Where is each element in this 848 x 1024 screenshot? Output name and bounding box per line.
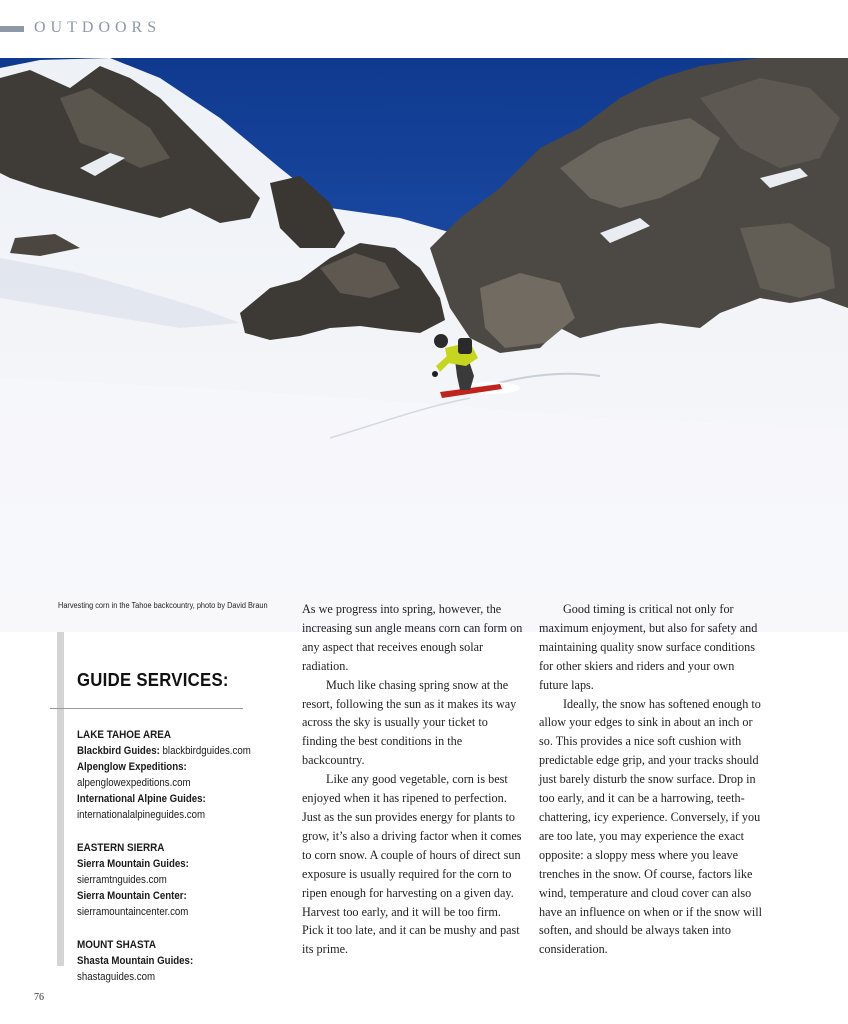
guide-name: Sierra Mountain Center: [77,890,187,902]
guide-name: Alpenglow Expeditions: [77,761,187,773]
hero-photo [0,58,848,632]
guide-services-divider [50,708,243,709]
sidebar-accent-rule [57,632,64,966]
article-paragraph: As we progress into spring, however, the increasing sun angle means corn can form on any aspect that receives enough solar radiation. [302,602,523,673]
guide-services-title: GUIDE SERVICES: [77,670,229,690]
guide-entry [77,759,271,791]
guide-entry [77,856,271,888]
article-paragraph: Good timing is critical not only for maximum enjoyment, but also for safety and maintaining quality snow surface conditions for other skiers and riders and your own future laps. [539,602,758,692]
guide-entry [77,791,271,823]
region-mount-shasta [77,937,297,985]
region-name: MOUNT SHASTA [77,939,157,951]
guide-name: Sierra Mountain Guides: [77,858,189,870]
article-column-1 [302,600,524,959]
guide-services-list [77,727,297,1002]
guide-url[interactable]: alpenglowexpeditions.com [77,777,191,789]
guide-url[interactable]: sierramountaincenter.com [77,906,189,918]
region-name: EASTERN SIERRA [77,842,165,854]
section-bar [0,26,24,32]
guide-name: International Alpine Guides: [77,793,206,805]
region-lake-tahoe [77,727,297,823]
article-paragraph: Much like chasing spring snow at the resort, following the sun as it makes its way across the sky is usually your ticket to finding the best conditions in the backcountry. [302,677,517,768]
article-paragraph: Like any good vegetable, corn is best enjoyed when it has ripened to perfection. Just as the sun provides energy for plants to grow, it’s also a driving factor when it comes to corn snow. A couple of hours of direct sun exposure is usually required for the corn to ripen enough for harvesting on a given day. Harvest too early, and it will be too firm. Pick it too late, and it can be mushy and past its prime. [302,772,522,957]
article-paragraph: Ideally, the snow has softened enough to allow your edges to sink in about an inch or so. This provides a nice soft cushion with predictable edge grip, and your tracks should just barely disturb the snow surface. Drop in too early, and it can be a harrowing, teeth-chattering, icy experience. Conversely, if you are too late, you may experience the exact opposite: a sloppy mess where you leave trenches in the snow. Of course, factors like wind, temperature and cloud cover can also have an influence on when or if the snow will soften, and should be always taken into consideration. [539,696,763,957]
guide-url[interactable]: internationalalpineguides.com [77,809,206,821]
region-eastern-sierra [77,840,297,920]
guide-url[interactable]: sierramtnguides.com [77,874,167,886]
guide-name: Blackbird Guides: [77,745,160,757]
guide-url[interactable]: shastaguides.com [77,971,156,983]
guide-entry [77,953,271,985]
section-label: OUTDOORS [34,19,162,36]
photo-caption: Harvesting corn in the Tahoe backcountry, photo by David Braun [58,601,268,610]
guide-entry [77,743,271,759]
region-name: LAKE TAHOE AREA [77,729,172,741]
guide-entry [77,888,271,920]
guide-url[interactable]: blackbirdguides.com [162,745,251,757]
guide-name: Shasta Mountain Guides: [77,955,194,967]
page-number: 76 [34,992,44,1003]
article-column-2 [539,600,763,959]
